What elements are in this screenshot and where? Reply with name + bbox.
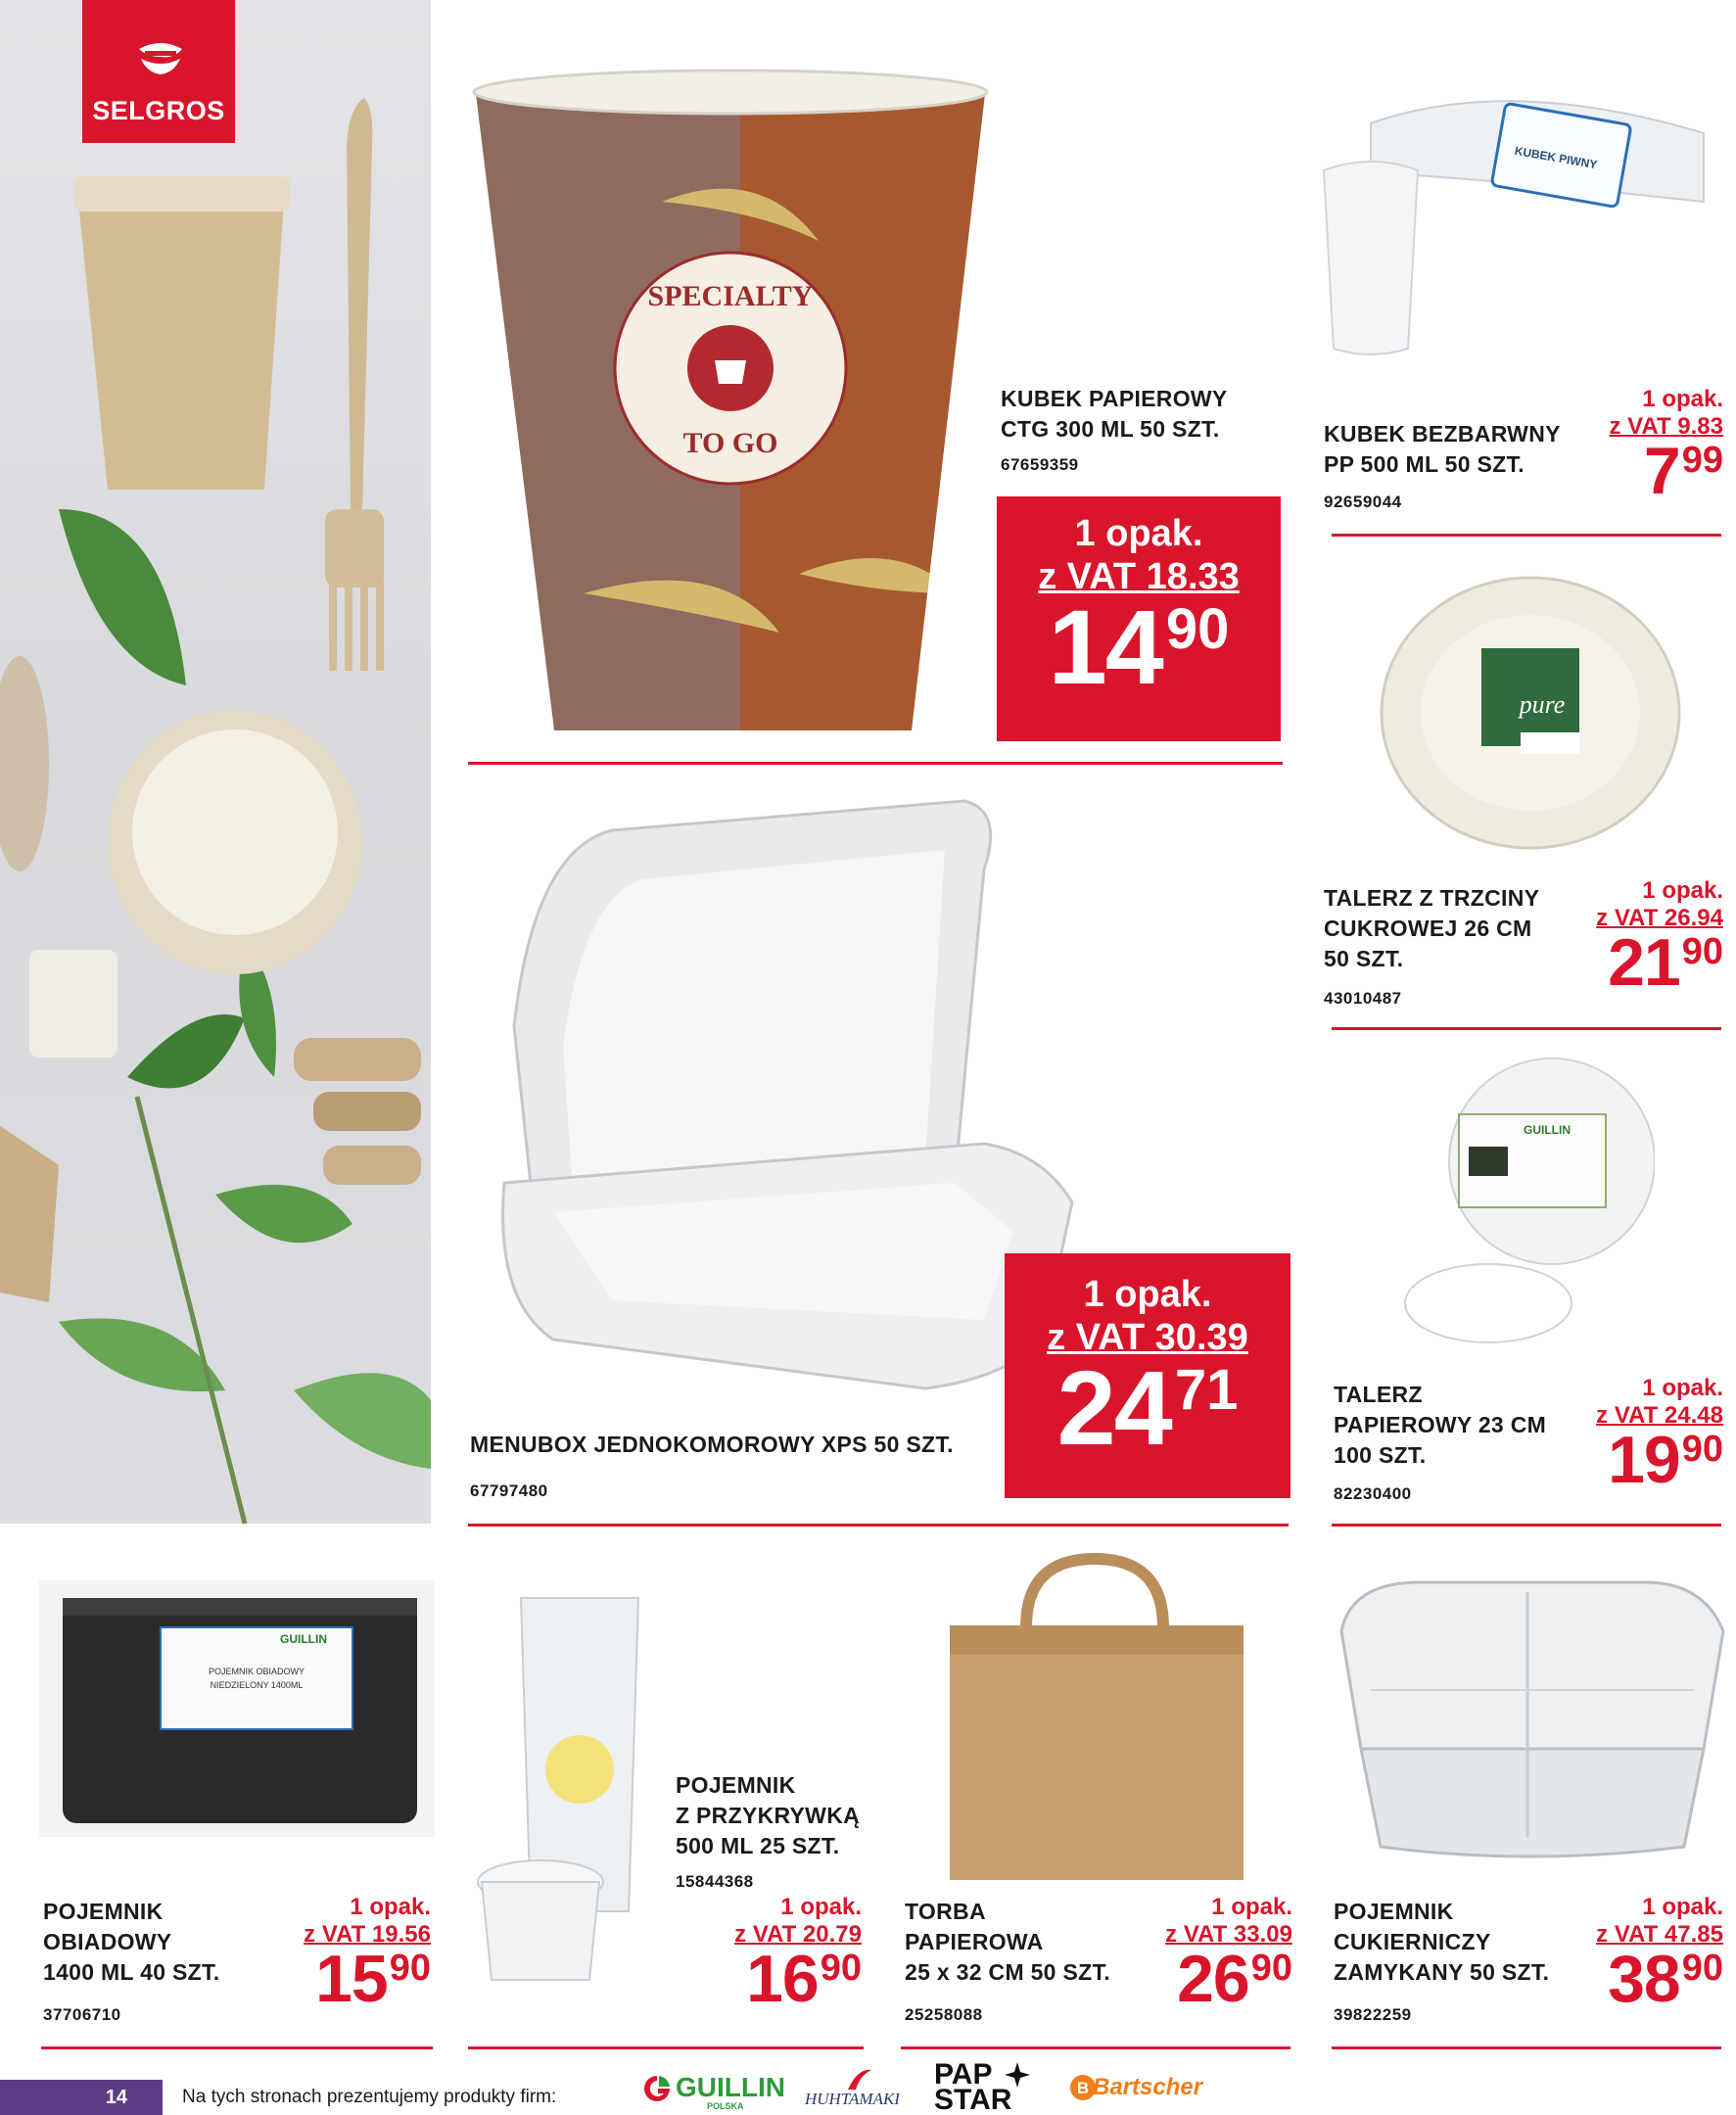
page-number: 14 [0,2080,163,2115]
guillin-brand: GUILLIN [676,2072,785,2102]
product-name-paper-plate: TALERZ PAPIEROWY 23 CM 100 SZT. [1334,1382,1547,1468]
bartscher-logo [1069,2070,1203,2105]
svg-text:KUBEK PIWNY: KUBEK PIWNY [1513,143,1599,172]
price-cents: 90 [1681,1429,1723,1470]
papstar-star-icon [1003,2060,1032,2090]
product-name-clear-cup: KUBEK BEZBARWNY PP 500 ML 50 SZT. [1324,421,1561,477]
separator-line [1332,2046,1721,2049]
product-code-pastry-container: 39822259 [1334,2005,1412,2024]
product-name-sugarcane-plate: TALERZ Z TRZCINY CUKROWEJ 26 CM 50 SZT. [1324,885,1540,971]
logo-text: SELGROS [92,96,225,125]
vat-label: 1 opak. [350,1894,431,1920]
price-clear-cup [1567,386,1723,508]
footer-text: Na tych stronach prezentujemy produkty firm: [182,2087,557,2107]
vat-label: 1 opak. [1074,513,1203,554]
vat-price: z VAT 33.09 [1165,1921,1292,1948]
vat-label: 1 opak. [1642,1375,1723,1401]
paper-plate-image [1400,1054,1655,1347]
product-code-paper-cup: 67659359 [1001,455,1079,474]
separator-line [468,762,1283,765]
guillin-polska: POLSKA [707,2101,744,2111]
selgros-cart-icon [135,39,186,78]
vat-label: 1 opak. [1211,1894,1292,1920]
huhtamaki-logo [805,2068,913,2111]
vat-label: 1 opak. [780,1894,862,1920]
separator-line [41,2046,433,2049]
pastry-container-image [1332,1573,1727,1866]
product-name-dinner-container: POJEMNIK OBIADOWY 1400 ML 40 SZT. [43,1899,220,1985]
svg-text:B: B [1076,2079,1090,2097]
vat-price: z VAT 26.94 [1596,905,1723,931]
price-paper-plate [1551,1375,1723,1497]
price-main: 24 [1056,1348,1171,1467]
product-code-clear-cup: 92659044 [1324,493,1402,511]
price-main: 26 [1177,1942,1249,2016]
separator-line [1332,1027,1721,1030]
price-main: 7 [1643,434,1680,508]
vat-label: 1 opak. [1083,1274,1212,1315]
separator-line [1332,1524,1721,1527]
guillin-logo [642,2070,787,2109]
product-name-paper-bag: TORBA PAPIEROWA 25 x 32 CM 50 SZT. [905,1899,1110,1985]
price-cents: 90 [1165,597,1230,661]
paper-cup-image [466,45,995,750]
selgros-logo [82,0,235,143]
papstar-logo [934,2060,1042,2115]
product-name-lidded-container: POJEMNIK Z PRZYKRYWKĄ 500 ML 25 SZT. [676,1772,861,1858]
lidded-container-image [462,1588,658,1999]
product-code-paper-bag: 25258088 [905,2005,983,2024]
product-code-dinner-container: 37706710 [43,2005,121,2024]
papstar-pap: PAP [934,2058,993,2091]
price-cents: 90 [389,1948,431,1989]
tableware-photo-illustration [0,0,431,1524]
price-paper-bag [1116,1894,1292,2016]
price-cents: 90 [1250,1948,1292,1989]
price-lidded-container [697,1894,862,2016]
clear-cup-image [1312,55,1723,368]
price-cents: 90 [1681,1948,1723,1989]
huhtamaki-mark-icon [844,2068,873,2090]
papstar-star: STAR [934,2084,1012,2115]
sugarcane-plate-image [1376,566,1685,850]
vat-price: z VAT 9.83 [1609,413,1723,440]
price-cents: 99 [1681,440,1723,481]
vat-price: z VAT 18.33 [1038,556,1240,597]
price-sugarcane-plate [1547,877,1723,1000]
separator-line [901,2046,1290,2049]
dinner-container-image [39,1580,435,1837]
price-box-paper-cup [997,496,1281,741]
svg-text:TO GO: TO GO [682,427,778,459]
price-dinner-container [264,1894,431,2016]
product-code-lidded-container: 15844368 [676,1872,754,1891]
guillin-mark-icon [642,2074,672,2103]
price-box-menubox [1005,1253,1290,1498]
price-main: 38 [1608,1942,1680,2016]
separator-line [468,1524,1289,1527]
price-cents: 90 [820,1948,862,1989]
product-name-menubox: MENUBOX JEDNOKOMOROWY XPS 50 SZT. [470,1432,954,1457]
price-cents: 71 [1174,1358,1239,1422]
vat-price: z VAT 47.85 [1596,1921,1723,1948]
vat-label: 1 opak. [1642,877,1723,904]
svg-text:pure: pure [1519,690,1566,719]
paper-bag-image [948,1549,1247,1882]
menubox-image [494,791,1082,1398]
separator-line [1332,534,1721,537]
svg-text:GUILLIN: GUILLIN [280,1632,327,1646]
product-name-paper-cup: KUBEK PAPIEROWY CTG 300 ML 50 SZT. [1001,386,1228,442]
decorative-photo [0,0,431,1524]
vat-price: z VAT 19.56 [304,1921,431,1948]
price-pastry-container [1547,1894,1723,2016]
vat-price: z VAT 20.79 [734,1921,862,1948]
vat-price: z VAT 30.39 [1047,1317,1248,1358]
svg-text:NIEDZIELONY 1400ML: NIEDZIELONY 1400ML [210,1680,304,1690]
product-name-pastry-container: POJEMNIK CUKIERNICZY ZAMYKANY 50 SZT. [1334,1899,1550,1985]
price-main: 19 [1608,1423,1680,1497]
price-main: 21 [1608,925,1680,1000]
separator-line [468,2046,864,2049]
product-code-sugarcane-plate: 43010487 [1324,989,1402,1008]
svg-text:POJEMNIK OBIADOWY: POJEMNIK OBIADOWY [208,1667,305,1676]
product-code-paper-plate: 82230400 [1334,1484,1412,1503]
bartscher-brand: Bartscher [1093,2074,1203,2100]
price-main: 14 [1048,588,1162,706]
product-code-menubox: 67797480 [470,1481,548,1500]
vat-price: z VAT 24.48 [1596,1402,1723,1429]
price-cents: 90 [1681,931,1723,972]
svg-text:SPECIALTY: SPECIALTY [647,280,814,312]
price-main: 16 [746,1942,819,2016]
svg-text:GUILLIN: GUILLIN [1524,1123,1571,1137]
huhtamaki-brand: HUHTAMAKI [805,2090,900,2108]
vat-label: 1 opak. [1642,386,1723,412]
price-main: 15 [315,1942,388,2016]
vat-label: 1 opak. [1642,1894,1723,1920]
